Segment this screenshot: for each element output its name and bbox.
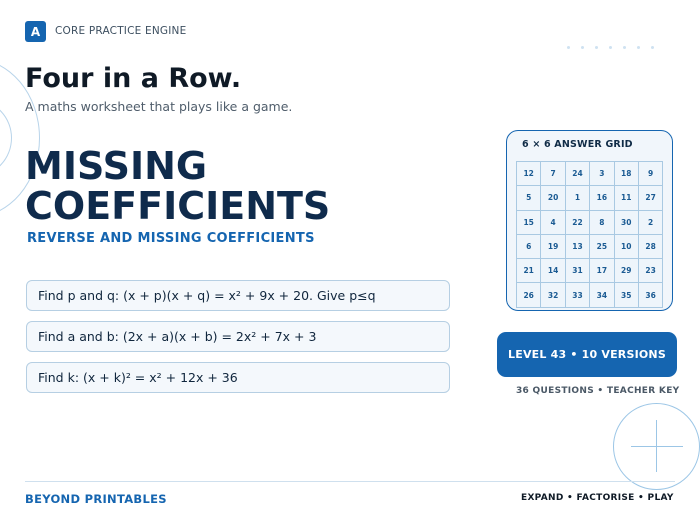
- answer-grid: [516, 161, 663, 308]
- answer-grid-cell[interactable]: 20: [541, 186, 565, 210]
- answer-grid-cell[interactable]: 25: [590, 235, 614, 259]
- answer-grid-cell[interactable]: 7: [541, 162, 565, 186]
- answer-grid-cell[interactable]: 16: [590, 186, 614, 210]
- answer-grid-cell[interactable]: 26: [517, 283, 541, 307]
- question-item[interactable]: Find p and q: (x + p)(x + q) = x² + 9x + 20. Give p≤q: [26, 280, 450, 311]
- answer-grid-cell[interactable]: 15: [517, 211, 541, 235]
- question-list: [26, 280, 450, 403]
- answer-grid-cell[interactable]: 29: [615, 259, 639, 283]
- brand-name: CORE PRACTICE ENGINE: [55, 25, 187, 37]
- answer-grid-cell[interactable]: 4: [541, 211, 565, 235]
- answer-grid-cell[interactable]: 10: [615, 235, 639, 259]
- topic-heading-line-1: MISSING: [25, 144, 208, 188]
- answer-grid-cell[interactable]: 2: [639, 211, 663, 235]
- answer-grid-cell[interactable]: 28: [639, 235, 663, 259]
- question-item[interactable]: Find a and b: (2x + a)(x + b) = 2x² + 7x + 3: [26, 321, 450, 352]
- decorative-crosshair-vertical: [656, 420, 657, 472]
- answer-grid-cell[interactable]: 11: [615, 186, 639, 210]
- answer-grid-cell[interactable]: 5: [517, 186, 541, 210]
- answer-grid-cell[interactable]: 31: [566, 259, 590, 283]
- answer-grid-cell[interactable]: 22: [566, 211, 590, 235]
- page-subtitle: A maths worksheet that plays like a game.: [25, 99, 293, 114]
- decorative-dots: [567, 46, 654, 49]
- level-caption: 36 QUESTIONS • TEACHER KEY: [516, 386, 680, 396]
- answer-grid-cell[interactable]: 8: [590, 211, 614, 235]
- answer-grid-cell[interactable]: 19: [541, 235, 565, 259]
- page-title: Four in a Row.: [25, 63, 242, 94]
- answer-grid-cell[interactable]: 14: [541, 259, 565, 283]
- level-versions-button[interactable]: LEVEL 43 • 10 VERSIONS: [497, 332, 677, 377]
- topic-heading: [25, 146, 330, 226]
- footer-divider: [25, 481, 675, 482]
- answer-grid-cell[interactable]: 6: [517, 235, 541, 259]
- answer-grid-cell[interactable]: 27: [639, 186, 663, 210]
- answer-grid-cell[interactable]: 9: [639, 162, 663, 186]
- answer-grid-cell[interactable]: 30: [615, 211, 639, 235]
- answer-grid-cell[interactable]: 13: [566, 235, 590, 259]
- answer-grid-cell[interactable]: 12: [517, 162, 541, 186]
- topic-heading-line-2: COEFFICIENTS: [25, 184, 331, 228]
- answer-grid-cell[interactable]: 1: [566, 186, 590, 210]
- answer-grid-cell[interactable]: 36: [639, 283, 663, 307]
- answer-grid-cell[interactable]: 17: [590, 259, 614, 283]
- topic-subheading: REVERSE AND MISSING COEFFICIENTS: [27, 231, 315, 246]
- answer-grid-cell[interactable]: 18: [615, 162, 639, 186]
- decorative-crosshair-horizontal: [631, 446, 683, 447]
- answer-grid-card: [506, 130, 673, 311]
- answer-grid-title: 6 × 6 ANSWER GRID: [522, 139, 633, 150]
- answer-grid-cell[interactable]: 3: [590, 162, 614, 186]
- footer-tagline: EXPAND • FACTORISE • PLAY: [521, 493, 674, 503]
- footer-brand: BEYOND PRINTABLES: [25, 492, 167, 506]
- answer-grid-cell[interactable]: 32: [541, 283, 565, 307]
- answer-grid-cell[interactable]: 33: [566, 283, 590, 307]
- brand-logo-badge: A: [25, 21, 46, 42]
- answer-grid-cell[interactable]: 35: [615, 283, 639, 307]
- answer-grid-cell[interactable]: 21: [517, 259, 541, 283]
- question-item[interactable]: Find k: (x + k)² = x² + 12x + 36: [26, 362, 450, 393]
- answer-grid-cell[interactable]: 34: [590, 283, 614, 307]
- answer-grid-cell[interactable]: 23: [639, 259, 663, 283]
- answer-grid-cell[interactable]: 24: [566, 162, 590, 186]
